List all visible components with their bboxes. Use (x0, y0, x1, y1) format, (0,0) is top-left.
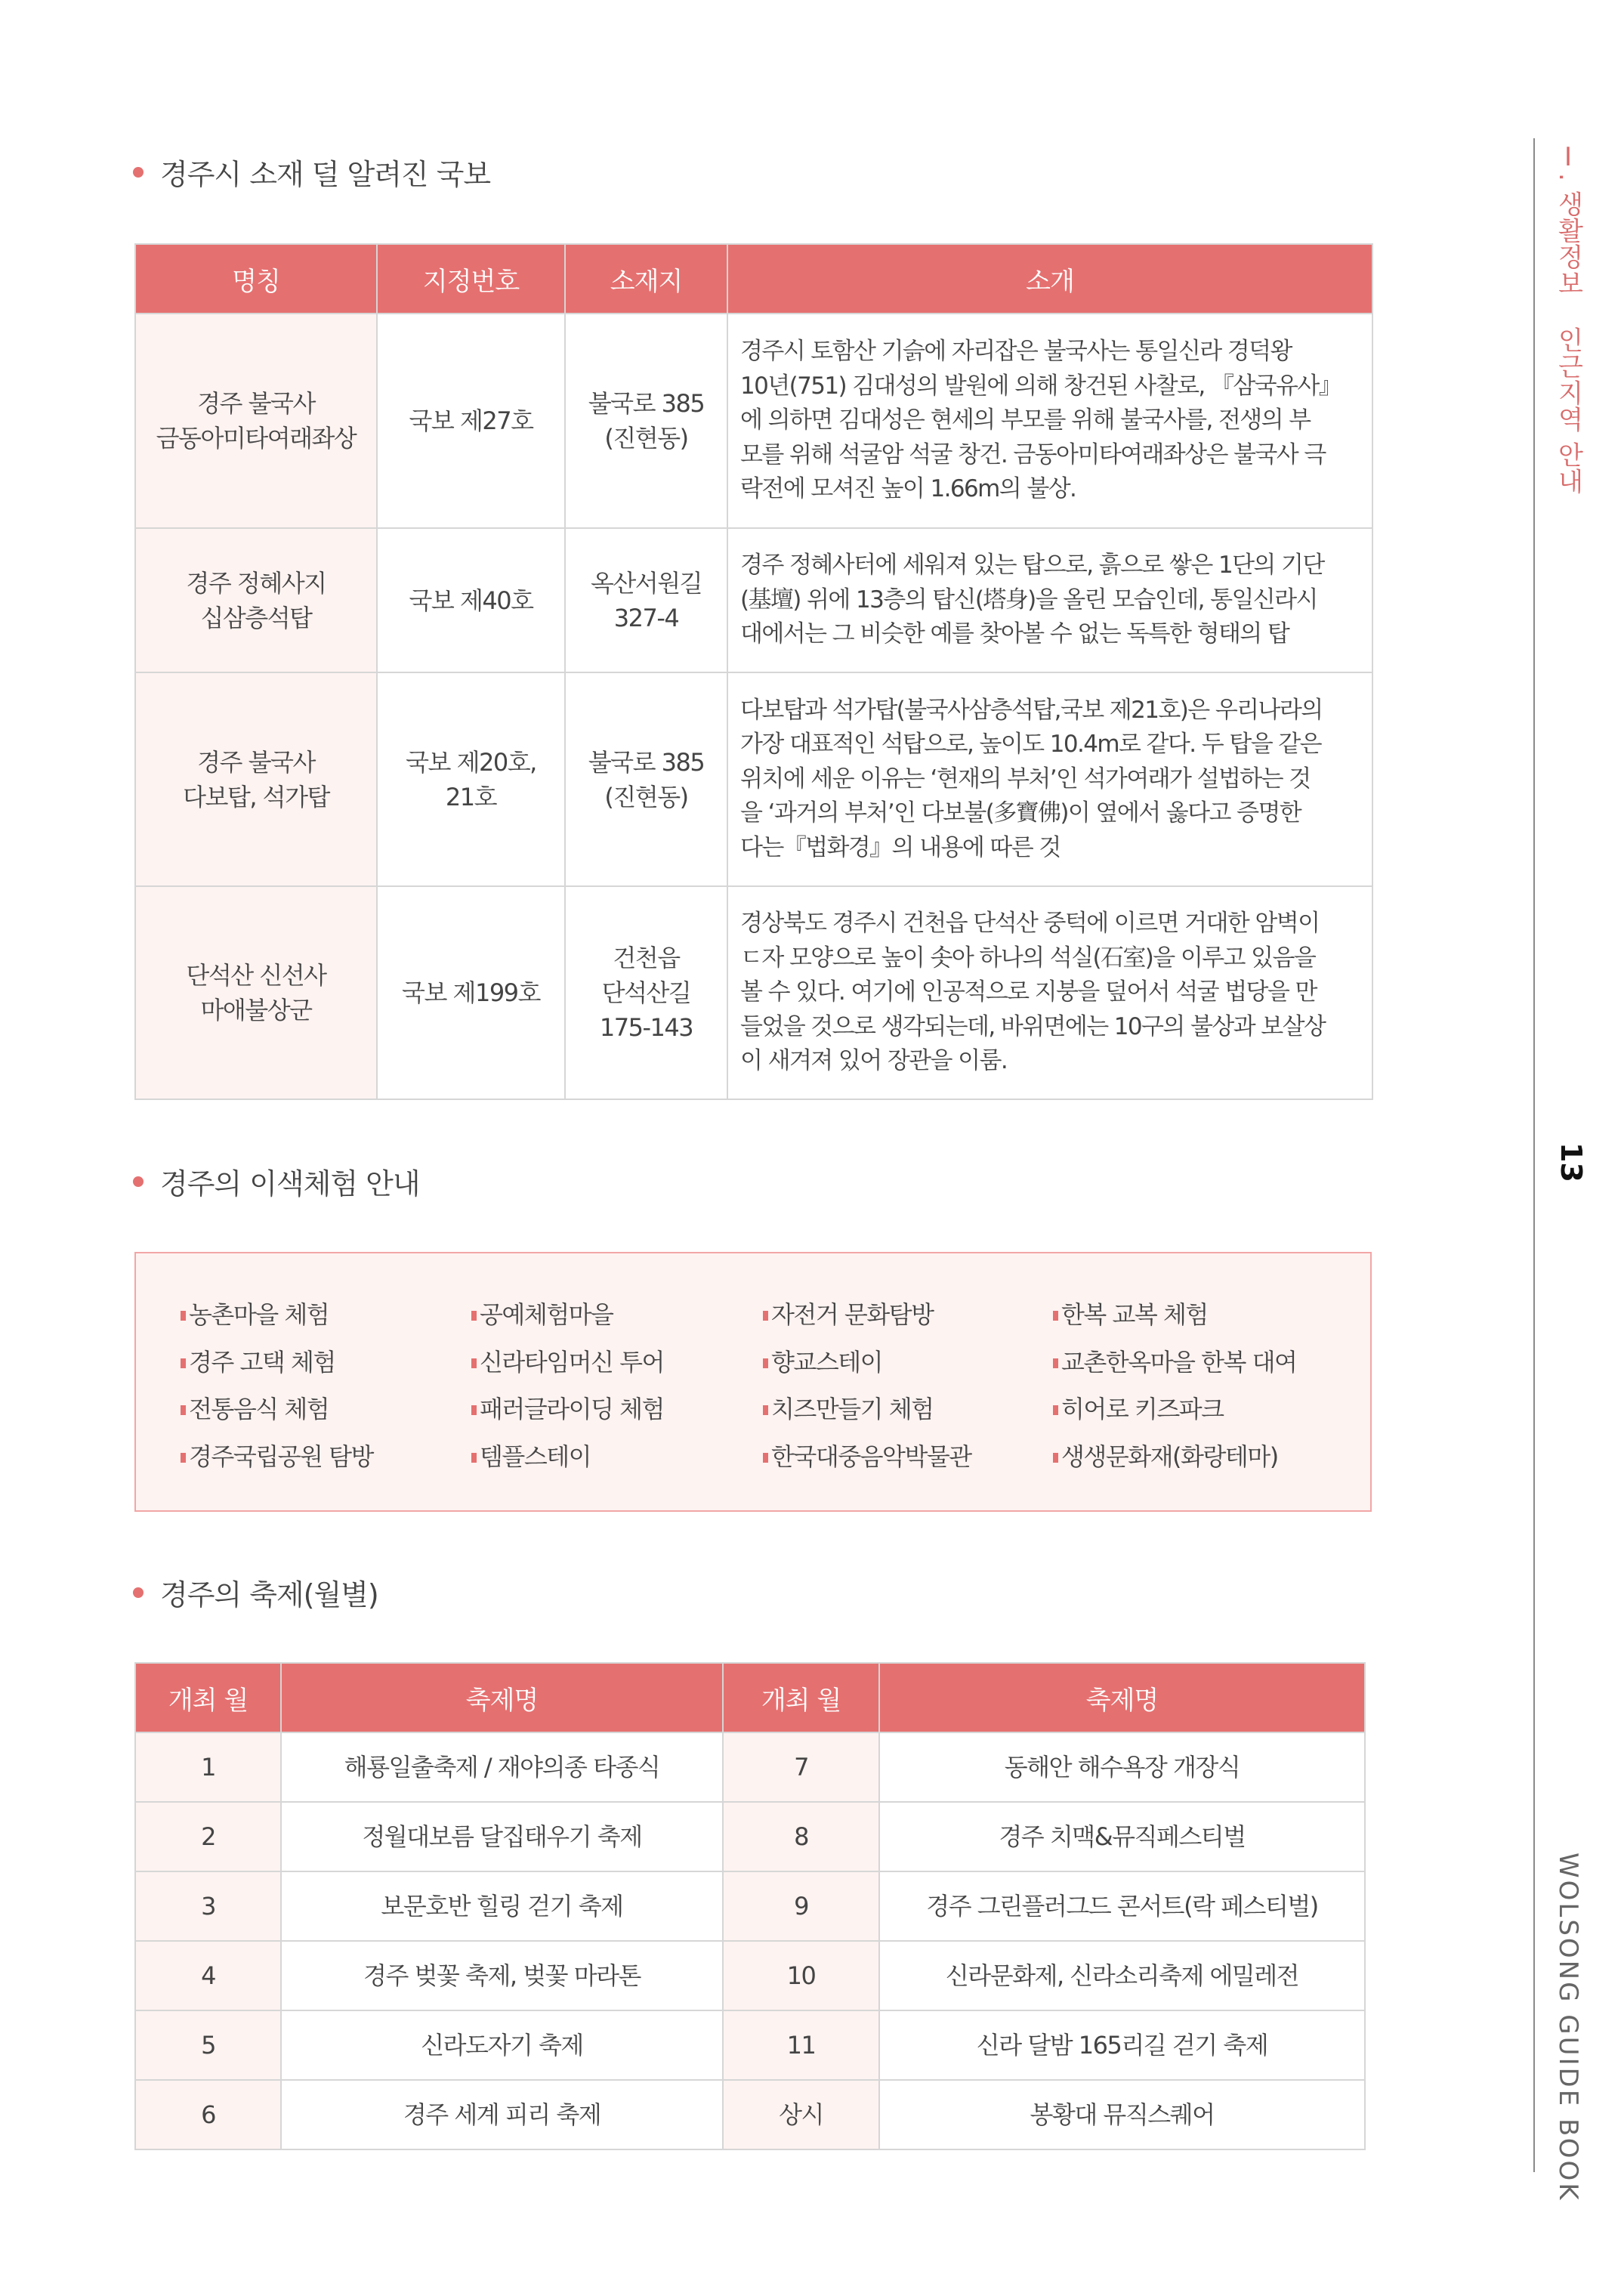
experience-box (134, 1252, 1372, 1512)
treasure-number: 국보 제20호, 21호 (377, 672, 565, 886)
festival-name-cell: 보문호반 힐링 걷기 축제 (281, 1871, 723, 1941)
bullet-square-icon (763, 1311, 768, 1321)
festival-name-cell: 경주 벚꽃 축제, 벚꽃 마라톤 (281, 1941, 723, 2010)
bullet-square-icon (181, 1358, 186, 1368)
table-row (135, 1802, 1365, 1871)
bullet-square-icon (181, 1453, 186, 1463)
treasure-name: 경주 정혜사지 십삼층석탑 (135, 528, 377, 672)
list-item: 전통음식 체험 (181, 1390, 329, 1425)
treasure-number: 국보 제199호 (377, 886, 565, 1099)
section-title-festivals (133, 1571, 378, 1613)
section-title-experiences (133, 1160, 420, 1202)
table-row (135, 1732, 1365, 1802)
bullet-square-icon (763, 1358, 768, 1368)
table-row (135, 672, 1372, 886)
table-header-row (135, 1663, 1365, 1732)
list-item: 교촌한옥마을 한복 대여 (1053, 1343, 1296, 1378)
month-cell: 3 (135, 1871, 281, 1941)
section-title-text: 경주의 이색체험 안내 (160, 1167, 420, 1201)
bullet-square-icon (1053, 1358, 1058, 1368)
treasure-description: 다보탑과 석가탑(불국사삼층석탑,국보 제21호)은 우리나라의 가장 대표적인 석탑으로, 높이도 10.4m로 같다. 두 탑을 같은 위치에 세운 이유는 ‘현재의 부처’인 석가여래가 설법하는 것 을 ‘과거의 부처’인 다보불(多寶佛)이 옆에서 옳다고 증명한 다는『법화경』의 내용에 따른 것 (727, 672, 1372, 886)
festival-name-cell: 경주 치맥&뮤직페스티벌 (879, 1802, 1365, 1871)
bullet-square-icon (471, 1405, 477, 1415)
festival-name-cell: 경주 그린플러그드 콘서트(락 페스티벌) (879, 1871, 1365, 1941)
list-item: 히어로 키즈파크 (1053, 1390, 1224, 1425)
treasure-name: 단석산 신선사 마애불상군 (135, 886, 377, 1099)
list-item: 치즈만들기 체험 (763, 1390, 934, 1425)
treasure-location: 불국로 385 (진현동) (565, 314, 727, 528)
brand-label: WOLSONG GUIDE BOOK (1553, 1853, 1583, 2202)
table-row (135, 1871, 1365, 1941)
treasure-number: 국보 제27호 (377, 314, 565, 528)
month-cell: 8 (723, 1802, 879, 1871)
header-location: 소재지 (565, 244, 727, 314)
chapter-label (1550, 142, 1587, 494)
bullet-dot-icon (133, 1176, 144, 1187)
month-cell: 6 (135, 2080, 281, 2149)
list-item: 패러글라이딩 체험 (471, 1390, 664, 1425)
festival-name-cell: 경주 세계 피리 축제 (281, 2080, 723, 2149)
list-item: 자전거 문화탐방 (763, 1296, 934, 1330)
festival-name-cell: 동해안 해수욕장 개장식 (879, 1732, 1365, 1802)
bullet-square-icon (1053, 1405, 1058, 1415)
bullet-square-icon (763, 1453, 768, 1463)
treasure-table (134, 243, 1373, 1100)
header-festival-name: 축제명 (879, 1663, 1365, 1732)
table-row (135, 886, 1372, 1099)
month-cell: 10 (723, 1941, 879, 2010)
section-title-treasures (133, 151, 490, 193)
treasure-number: 국보 제40호 (377, 528, 565, 672)
month-cell: 1 (135, 1732, 281, 1802)
bullet-square-icon (471, 1358, 477, 1368)
treasure-description: 경주시 토함산 기슭에 자리잡은 불국사는 통일신라 경덕왕 10년(751) 김대성의 발원에 의해 창건된 사찰로, 『삼국유사』 에 의하면 김대성은 현세의 부모를 위해 불국사를, 전생의 부 모를 위해 석굴암 석굴 창건. 금동아미타여래좌상은 불국사 극 락전에 모셔진 높이 1.66m의 불상. (727, 314, 1372, 528)
month-cell: 5 (135, 2010, 281, 2080)
festival-name-cell: 봉황대 뮤직스퀘어 (879, 2080, 1365, 2149)
header-month: 개최 월 (723, 1663, 879, 1732)
list-item: 향교스테이 (763, 1343, 882, 1378)
list-item: 한복 교복 체험 (1053, 1296, 1208, 1330)
festival-name-cell: 신라문화제, 신라소리축제 에밀레전 (879, 1941, 1365, 2010)
page-number: 13 (1555, 1142, 1588, 1182)
header-festival-name: 축제명 (281, 1663, 723, 1732)
treasure-location: 불국로 385 (진현동) (565, 672, 727, 886)
month-cell: 4 (135, 1941, 281, 2010)
bullet-square-icon (181, 1311, 186, 1321)
month-cell: 상시 (723, 2080, 879, 2149)
bullet-square-icon (1053, 1311, 1058, 1321)
table-row (135, 314, 1372, 528)
list-item: 생생문화재(화랑테마) (1053, 1438, 1278, 1473)
festival-name-cell: 신라 달밤 165리길 걷기 축제 (879, 2010, 1365, 2080)
table-row (135, 528, 1372, 672)
festival-name-cell: 정월대보름 달집태우기 축제 (281, 1802, 723, 1871)
section-title-text: 경주의 축제(월별) (160, 1578, 378, 1612)
treasure-description: 경상북도 경주시 건천읍 단석산 중턱에 이르면 거대한 암벽이 ㄷ자 모양으로 높이 솟아 하나의 석실(石室)을 이루고 있음을 볼 수 있다. 여기에 인공적으로 지붕을 덮어서 석굴 법당을 만 들었을 것으로 생각되는데, 바위면에는 10구의 불상과 보살상 이 새겨져 있어 장관을 이룸. (727, 886, 1372, 1099)
festival-table (134, 1662, 1366, 2150)
treasure-name: 경주 불국사 다보탑, 석가탑 (135, 672, 377, 886)
list-item: 경주국립공원 탐방 (181, 1438, 373, 1473)
bullet-square-icon (471, 1453, 477, 1463)
festival-name-cell: 신라도자기 축제 (281, 2010, 723, 2080)
list-item: 공예체험마을 (471, 1296, 613, 1330)
treasure-location: 옥산서원길 327-4 (565, 528, 727, 672)
section-title-text: 경주시 소재 덜 알려진 국보 (160, 158, 491, 191)
list-item: 신라타임머신 투어 (471, 1343, 664, 1378)
bullet-square-icon (1053, 1453, 1058, 1463)
chapter-title: Ⅰ. 생활정보 (1553, 142, 1583, 297)
treasure-name: 경주 불국사 금동아미타여래좌상 (135, 314, 377, 528)
treasure-description: 경주 정혜사터에 세워져 있는 탑으로, 흙으로 쌓은 1단의 기단 (基壇) 위에 13층의 탑신(塔身)을 올린 모습인데, 통일신라시 대에서는 그 비슷한 예를 찾아볼 수 없는 독특한 형태의 탑 (727, 528, 1372, 672)
table-row (135, 2010, 1365, 2080)
bullet-dot-icon (133, 167, 144, 178)
list-item: 경주 고택 체험 (181, 1343, 335, 1378)
sidebar-divider (1533, 138, 1535, 2172)
bullet-square-icon (763, 1405, 768, 1415)
table-header-row (135, 244, 1372, 314)
treasure-location: 건천읍 단석산길 175-143 (565, 886, 727, 1099)
bullet-dot-icon (133, 1587, 144, 1598)
header-number: 지정번호 (377, 244, 565, 314)
list-item: 템플스테이 (471, 1438, 591, 1473)
month-cell: 2 (135, 1802, 281, 1871)
month-cell: 9 (723, 1871, 879, 1941)
month-cell: 7 (723, 1732, 879, 1802)
header-name: 명칭 (135, 244, 377, 314)
table-row (135, 1941, 1365, 2010)
list-item: 농촌마을 체험 (181, 1296, 329, 1330)
chapter-subsection: 인근지역 안내 (1553, 326, 1583, 495)
bullet-square-icon (181, 1405, 186, 1415)
list-item: 한국대중음악박물관 (763, 1438, 971, 1473)
festival-name-cell: 해룡일출축제 / 재야의종 타종식 (281, 1732, 723, 1802)
bullet-square-icon (471, 1311, 477, 1321)
table-row (135, 2080, 1365, 2149)
header-description: 소개 (727, 244, 1372, 314)
month-cell: 11 (723, 2010, 879, 2080)
header-month: 개최 월 (135, 1663, 281, 1732)
